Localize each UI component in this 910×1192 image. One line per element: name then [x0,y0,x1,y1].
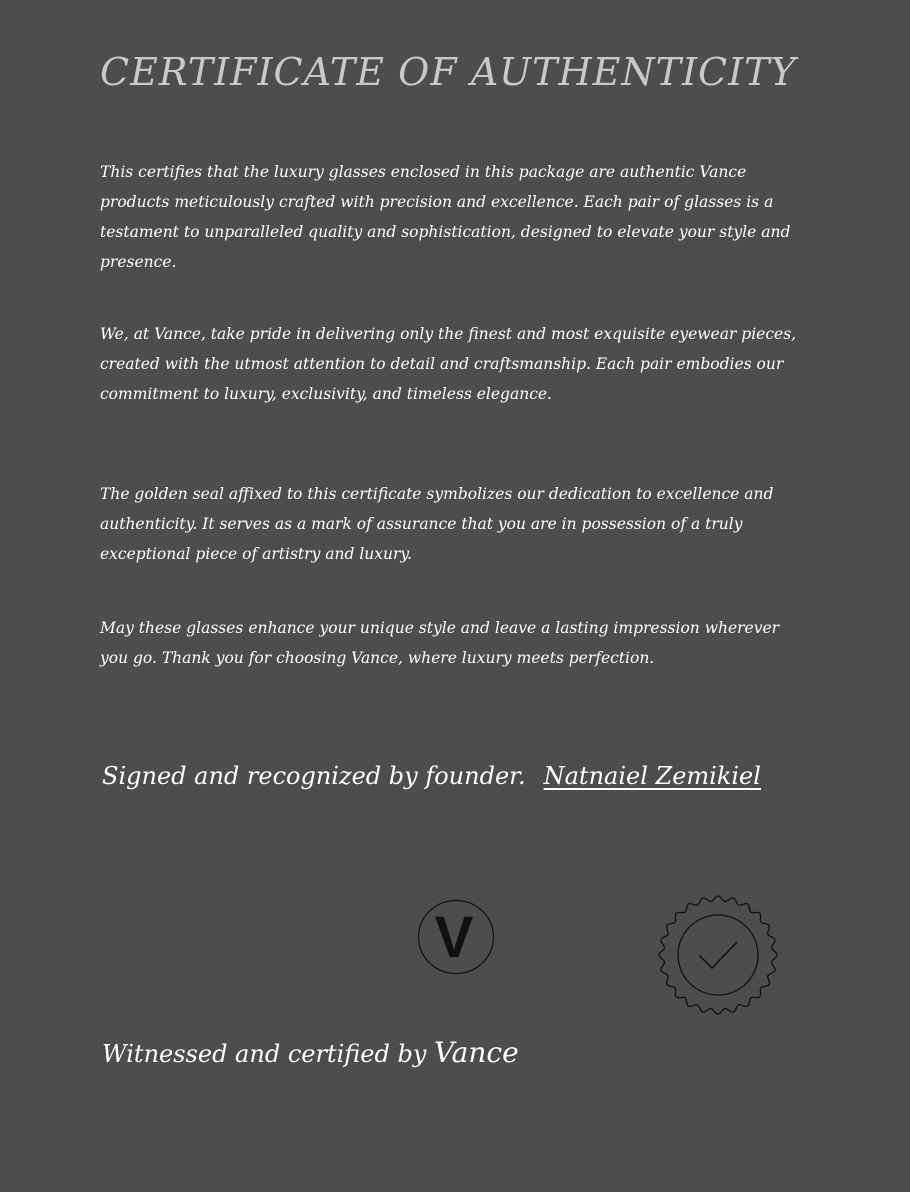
vance-v-logo-icon [417,899,495,975]
check-seal-icon [657,894,779,1016]
witness-brand: Vance [434,1036,519,1069]
founder-signature-line [102,762,761,790]
certificate-title: CERTIFICATE OF AUTHENTICITY [100,50,797,94]
founder-signature: Natnaiel Zemikiel [543,762,761,790]
certificate-paragraph-2: We, at Vance, take pride in delivering only the finest and most exquisite eyewear pieces, created with the utmost attention to detail and craftsmanship. Each pair embodies our commitment to luxury, exclusivity, and timeless elegance. [100,325,797,403]
seal-graphic [657,894,779,1016]
certificate-paragraph-4: May these glasses enhance your unique style and leave a lasting impression wherever you go. Thank you for choosing Vance, where luxury meets perfection. [100,619,780,667]
logo-letter: V [434,905,474,970]
signed-label: Signed and recognized by founder. [102,762,526,790]
witness-label: Witnessed and certified by [102,1040,427,1068]
witness-line [102,1036,519,1069]
vance-logo-graphic [417,899,495,975]
certificate-paragraph-3: The golden seal affixed to this certificate symbolizes our dedication to excellence and authenticity. It serves as a mark of assurance that you are in possession of a truly exceptional piece of artistry and luxury. [100,485,774,563]
certificate-paragraph-1: This certifies that the luxury glasses enclosed in this package are authentic Vance products meticulously crafted with precision and excellence. Each pair of glasses is a testament to unparalleled quality and sophistication, designed to elevate your style and presence. [100,163,791,271]
